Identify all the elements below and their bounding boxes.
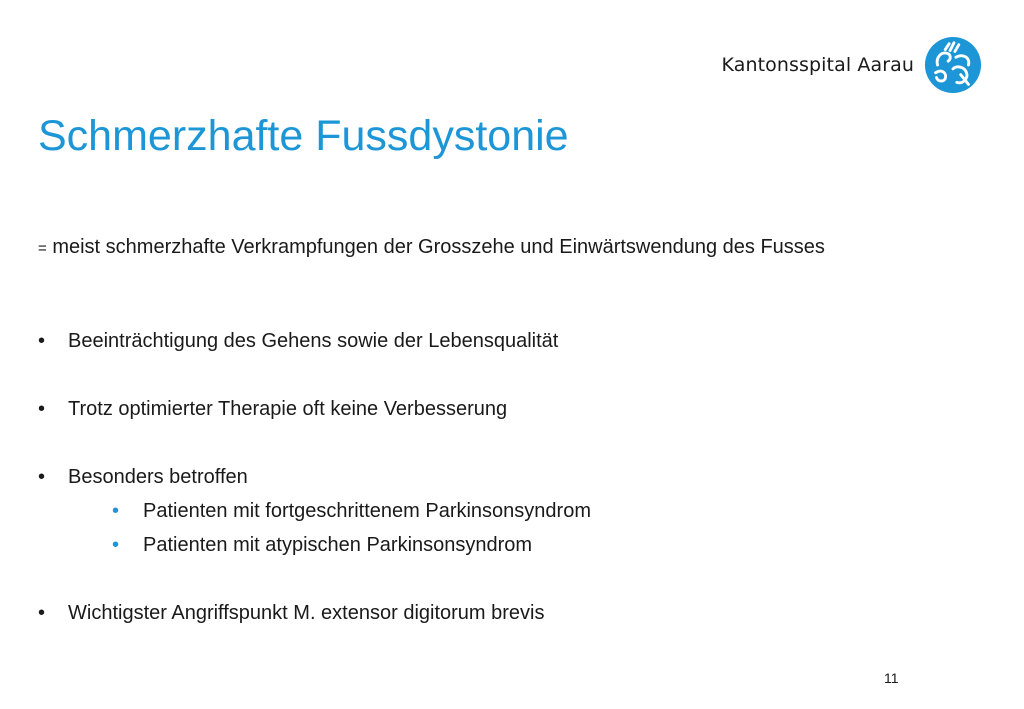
brand-name: Kantonsspital Aarau [721, 53, 914, 76]
sub-bullet-marker: • [112, 500, 120, 522]
intro-text [38, 232, 938, 264]
bullet-item [38, 396, 507, 422]
page-number: 11 [884, 670, 899, 686]
bullet-marker: • [38, 398, 46, 420]
bullet-item [38, 464, 248, 490]
sub-bullet-marker: • [112, 534, 120, 556]
sub-bullet-item [112, 498, 591, 524]
sub-bullet-item [112, 532, 532, 558]
bullet-text: Besonders betroffen [68, 466, 248, 488]
bullet-marker: • [38, 330, 46, 352]
kantonsspital-logo-icon [924, 36, 982, 94]
bullet-text: Wichtigster Angriffspunkt M. extensor digitorum brevis [68, 602, 545, 624]
bullet-text: Trotz optimierter Therapie oft keine Verbesserung [68, 398, 508, 420]
intro-equals-sign: = [38, 240, 47, 257]
bullet-marker: • [38, 466, 46, 488]
brand-header [721, 36, 982, 94]
bullet-text: Beeinträchtigung des Gehens sowie der Lebensqualität [68, 330, 559, 352]
bullet-item [38, 600, 544, 626]
slide-title: Schmerzhafte Fussdystonie [38, 112, 569, 160]
sub-bullet-text: Patienten mit fortgeschrittenem Parkinsonsyndrom [143, 500, 591, 522]
bullet-item [38, 328, 558, 354]
intro-body: meist schmerzhafte Verkrampfungen der Grosszehe und Einwärtswendung des Fusses [46, 236, 825, 258]
bullet-marker: • [38, 602, 46, 624]
sub-bullet-text: Patienten mit atypischen Parkinsonsyndrom [143, 534, 533, 556]
